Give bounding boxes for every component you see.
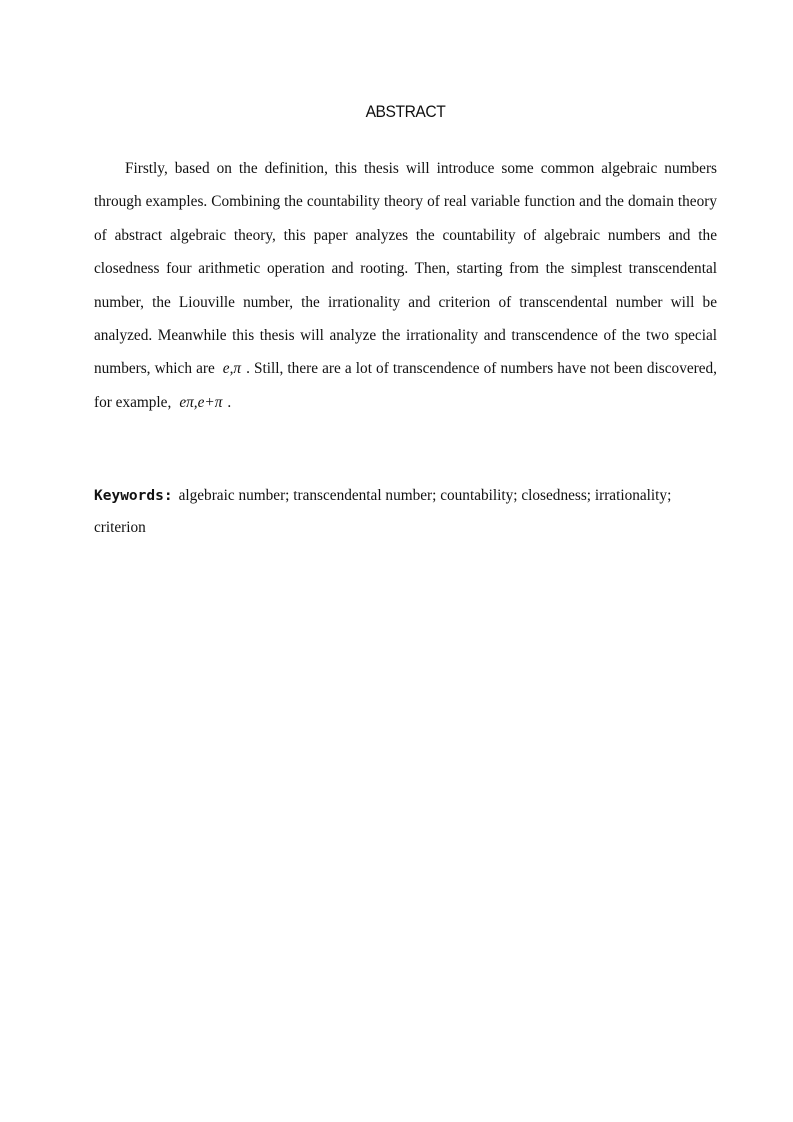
abstract-paragraph <box>94 152 717 419</box>
abstract-text-segment-3: . <box>227 393 232 411</box>
abstract-body <box>94 152 717 419</box>
keywords-section <box>94 480 717 543</box>
keywords-text: algebraic number; transcendental number; countability; closedness; irrationality; criterion <box>94 487 672 536</box>
keywords-label: Keywords: <box>94 488 173 504</box>
abstract-text-segment-1: Firstly, based on the definition, this thesis will introduce some common algebraic numbers through examples. Combining the countability theory of real variable function and the domain theory of abstract algebraic theory, this paper analyzes the countability of algebraic numbers and the closedness four arithmetic operation and rooting. Then, starting from the simplest transcendental number, the Liouville number, the irrationality and criterion of transcendental number will be analyzed. Meanwhile this thesis will analyze the irrationality and transcendence of the two special numbers, which are <box>94 160 717 378</box>
abstract-title: ABSTRACT <box>365 102 446 121</box>
abstract-text-segment-2: . Still, there are a lot of transcendence of numbers have not been discovered, for example, <box>94 360 717 411</box>
math-e-pi: e,π <box>222 360 242 378</box>
math-e-pi-expressions: eπ,e+π <box>179 393 223 411</box>
